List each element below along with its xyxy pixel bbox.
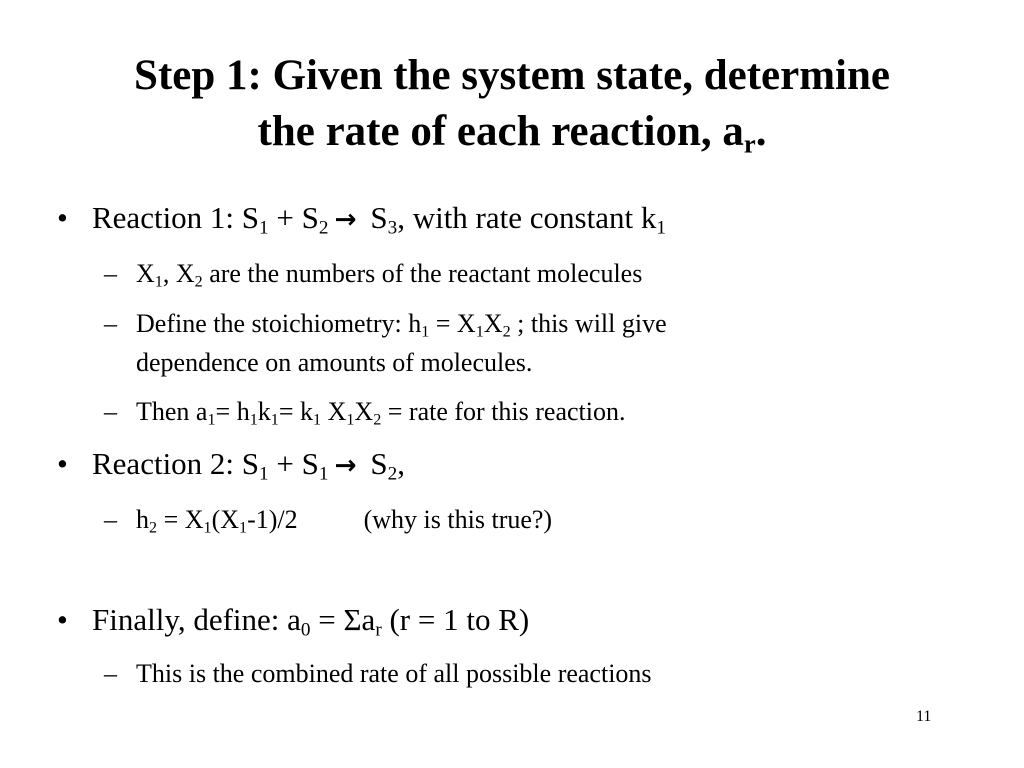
subitem-rate: – Then $a_1= h_1k_1= k_1$ $X_1X_2$ = rate for this reaction. bbox=[136, 392, 625, 431]
page-number: 11 bbox=[916, 708, 932, 725]
stoichiometry-line-2: dependence on amounts of molecules. bbox=[136, 348, 533, 377]
slide-title bbox=[30, 48, 994, 160]
subitem-reactant-numbers: – $X_1$, $X_2$ are the numbers of the reactant molecules bbox=[136, 254, 642, 293]
dash-icon: – bbox=[104, 397, 117, 426]
dash-icon: – bbox=[104, 505, 117, 534]
title-subscript: r bbox=[743, 128, 756, 159]
bullet-icon: • bbox=[57, 200, 68, 235]
dash-icon: – bbox=[104, 259, 117, 288]
dash-icon: – bbox=[104, 309, 117, 338]
why-note: (why is this true?) bbox=[363, 505, 553, 534]
title-line-2: the rate of each reaction, a bbox=[257, 108, 744, 155]
right-arrow-icon: → bbox=[334, 205, 357, 235]
subitem-h2: – $h_2 = X_1(X_1-1)/2$ (why is this true?) bbox=[136, 500, 552, 539]
bullet-icon: • bbox=[57, 446, 68, 481]
subitem-stoichiometry: – Define the stoichiometry: $h_1 = X_1X_2$ ; this will give dependence on amounts of molecules. bbox=[136, 304, 667, 382]
dash-icon: – bbox=[104, 659, 117, 688]
title-line-1: Step 1: Given the system state, determine bbox=[134, 52, 890, 99]
bullet-reaction-2: • Reaction 2: $S_1 + S_1 \to S_2$, bbox=[57, 446, 405, 485]
title-period: . bbox=[755, 108, 767, 155]
bullet-icon: • bbox=[57, 602, 68, 637]
right-arrow-icon: → bbox=[334, 451, 357, 481]
bullet-reaction-1: • Reaction 1: $S_1 + S_2 \to S_3$, with rate constant $k_1$ bbox=[57, 200, 666, 239]
subitem-combined-rate: – This is the combined rate of all possible reactions bbox=[136, 654, 652, 693]
bullet-finally: • Finally, define: $a_0 = \Sigma a_r$ (r = 1 to R) bbox=[57, 602, 530, 641]
